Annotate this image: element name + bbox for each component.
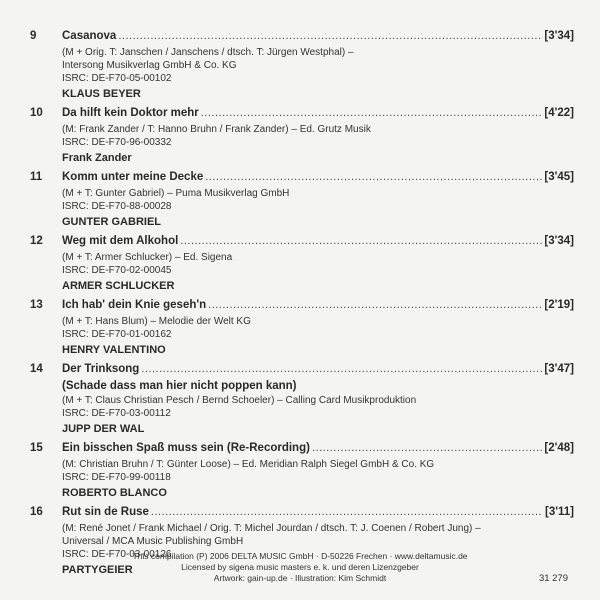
track-duration: [4'22] — [544, 107, 574, 119]
track-title: Ein bisschen Spaß muss sein (Re-Recording) — [62, 442, 310, 454]
footer-license: Licensed by sigena music masters e. k. und deren Lizenzgeber — [181, 562, 419, 572]
track-number: 9 — [30, 30, 37, 42]
track-isrc: ISRC: DE-F70-01-00162 — [62, 329, 172, 340]
track-duration: [3'45] — [544, 171, 574, 183]
footer-credits — [0, 551, 600, 584]
track-credit: (M + T: Claus Christian Pesch / Bernd Schoeler) – Calling Card Musikproduktion — [62, 395, 417, 406]
track-number: 11 — [30, 171, 43, 183]
track-header — [30, 107, 574, 123]
track-isrc: ISRC: DE-F70-99-00118 — [62, 472, 171, 483]
track-number: 16 — [30, 506, 43, 518]
track-15 — [30, 442, 574, 501]
dot-leader — [180, 235, 542, 247]
track-list — [30, 30, 574, 583]
dot-leader — [312, 442, 542, 454]
track-header — [30, 30, 574, 46]
track-credit: (M + T: Hans Blum) – Melodie der Welt KG — [62, 316, 251, 327]
track-header — [30, 442, 574, 458]
track-credit: (M + Orig. T: Janschen / Janschens / dtsch. T: Jürgen Westphal) – — [62, 47, 354, 58]
track-number: 14 — [30, 363, 43, 375]
track-title: Casanova — [62, 30, 117, 42]
track-credit: (M: Frank Zander / T: Hanno Bruhn / Frank Zander) – Ed. Grutz Musik — [62, 124, 371, 135]
dot-leader — [201, 107, 543, 119]
track-title: Komm unter meine Decke — [62, 171, 204, 183]
track-subtitle: (Schade dass man hier nicht poppen kann) — [62, 380, 297, 392]
track-isrc: ISRC: DE-F70-88-00028 — [62, 201, 172, 212]
track-credit: (M: René Jonet / Frank Michael / Orig. T: Michel Jourdan / dtsch. T: J. Coenen / Robert Jung) – — [62, 523, 481, 534]
footer-copyright: This compilation (P) 2006 DELTA MUSIC GmbH · D-50226 Frechen · www.deltamusic.de — [132, 551, 468, 561]
track-artist: JUPP DER WAL — [62, 423, 145, 435]
track-artist: HENRY VALENTINO — [62, 344, 166, 356]
track-artist: KLAUS BEYER — [62, 88, 141, 100]
track-14 — [30, 363, 574, 437]
dot-leader — [208, 299, 542, 311]
track-credit: (M: Christian Bruhn / T: Günter Loose) – Ed. Meridian Ralph Siegel GmbH & Co. KG — [62, 459, 435, 470]
track-isrc: ISRC: DE-F70-03-00112 — [62, 408, 171, 419]
track-duration: [2'48] — [544, 442, 574, 454]
dot-leader — [205, 171, 542, 183]
track-duration: [2'19] — [544, 299, 574, 311]
track-10 — [30, 107, 574, 166]
track-isrc: ISRC: DE-F70-05-00102 — [62, 73, 172, 84]
track-header — [30, 506, 574, 522]
track-title: Weg mit dem Alkohol — [62, 235, 179, 247]
catalog-number: 31 279 — [538, 573, 568, 584]
track-header — [30, 363, 574, 379]
dot-leader — [141, 363, 542, 375]
track-header — [30, 171, 574, 187]
track-number: 15 — [30, 442, 43, 454]
track-artist: PARTYGEIER — [62, 564, 133, 576]
track-11 — [30, 171, 574, 230]
track-isrc: ISRC: DE-F70-96-00332 — [62, 137, 172, 148]
track-credit: Intersong Musikverlag GmbH & Co. KG — [62, 60, 237, 71]
track-duration: [3'34] — [544, 30, 574, 42]
track-header — [30, 299, 574, 315]
track-9 — [30, 30, 574, 102]
track-title: Rut sin de Ruse — [62, 506, 149, 518]
track-artist: Frank Zander — [62, 152, 132, 164]
track-12 — [30, 235, 574, 294]
track-duration: [3'34] — [544, 235, 574, 247]
track-credit: Universal / MCA Music Publishing GmbH — [62, 536, 244, 547]
track-duration: [3'47] — [544, 363, 574, 375]
track-duration: [3'11] — [545, 506, 574, 518]
track-13 — [30, 299, 574, 358]
track-isrc: ISRC: DE-F70-02-00045 — [62, 265, 172, 276]
track-isrc: ISRC: DE-F70-03-00126 — [62, 549, 172, 560]
track-number: 12 — [30, 235, 43, 247]
track-header — [30, 235, 574, 251]
track-artist: ROBERTO BLANCO — [62, 487, 167, 499]
dot-leader — [118, 30, 542, 42]
track-title: Da hilft kein Doktor mehr — [62, 107, 199, 119]
track-number: 13 — [30, 299, 43, 311]
track-title: Der Trinksong — [62, 363, 140, 375]
footer-artwork: Artwork: gain-up.de · Illustration: Kim Schmidt — [213, 573, 387, 583]
dot-leader — [151, 506, 543, 518]
track-number: 10 — [30, 107, 43, 119]
track-artist: GUNTER GABRIEL — [62, 216, 161, 228]
track-credit: (M + T: Gunter Gabriel) – Puma Musikverlag GmbH — [62, 188, 290, 199]
track-credit: (M + T: Armer Schlucker) – Ed. Sigena — [62, 252, 233, 263]
track-title: Ich hab' dein Knie geseh'n — [62, 299, 207, 311]
track-artist: ARMER SCHLUCKER — [62, 280, 175, 292]
